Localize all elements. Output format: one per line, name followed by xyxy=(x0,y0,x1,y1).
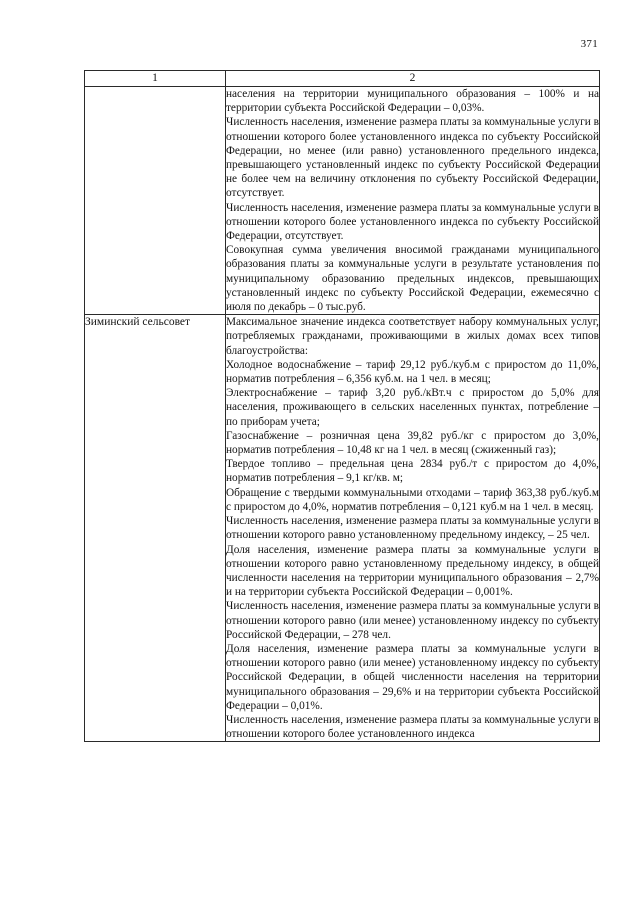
municipality-name xyxy=(85,87,226,315)
paragraph: Максимальное значение индекса соответствует набору коммунальных услуг, потребляемых гражданами, проживающими в жилых домах всех типов благоустройства: xyxy=(226,316,599,357)
table-header-row xyxy=(85,71,600,87)
column-header-2: 2 xyxy=(226,71,600,87)
paragraph: Доля населения, изменение размера платы за коммунальные услуги в отношении которого равно установленному предельному индексу, в общей численности населения на территории муниципального образования – 2,7% и на территории субъекта Российской Федерации – 0,001%. xyxy=(226,543,599,599)
description-cell xyxy=(226,315,600,742)
table-row xyxy=(85,87,600,315)
column-header-1: 1 xyxy=(85,71,226,87)
paragraph: Твердое топливо – предельная цена 2834 руб./т с приростом до 4,0%, норматив потребления – 9,1 кг/кв. м; xyxy=(226,458,599,485)
table-row xyxy=(85,315,600,742)
paragraph: Доля населения, изменение размера платы за коммунальные услуги в отношении которого равно (или менее) установленному индексу по субъекту Российской Федерации, в общей численности населения на территории муниципального образования – 29,6% и на территории субъекта Российской Федерации – 0,01%. xyxy=(226,642,599,712)
municipality-name: Зиминский сельсовет xyxy=(85,315,226,742)
paragraph: Холодное водоснабжение – тариф 29,12 руб./куб.м с приростом до 11,0%, норматив потребления – 6,356 куб.м. на 1 чел. в месяц; xyxy=(226,358,599,386)
paragraph: Численность населения, изменение размера платы за коммунальные услуги в отношении которого равно (или менее) установленному индексу по субъекту Российской Федерации, – 278 чел. xyxy=(226,600,599,641)
document-table xyxy=(84,70,600,742)
paragraph: Численность населения, изменение размера платы за коммунальные услуги в отношении которого более установленного индекса xyxy=(226,713,599,741)
description-cell xyxy=(226,87,600,315)
paragraph: Численность населения, изменение размера платы за коммунальные услуги в отношении которого более установленного индекса по субъекту Российской Федерации, но менее (или равно) установленного предельного индекса, превышающего установленный индекс по субъекту Российской Федерации не более чем на величину отклонения по субъекту Российской Федерации, отсутствует. xyxy=(226,116,599,200)
paragraph: Газоснабжение – розничная цена 39,82 руб./кг с приростом до 3,0%, норматив потребления – 10,48 кг на 1 чел. в месяц (сжиженный газ); xyxy=(226,429,599,457)
paragraph: Численность населения, изменение размера платы за коммунальные услуги в отношении которого более установленного индекса по субъекту Российской Федерации, отсутствует. xyxy=(226,201,599,243)
paragraph: Совокупная сумма увеличения вносимой гражданами муниципального образования платы за коммунальные услуги в результате установления по муниципальному образованию предельных индексов, превышающих установленный индекс по субъекту Российской Федерации, ежемесячно с июля по декабрь – 0 тыс.руб. xyxy=(226,244,599,314)
paragraph: Обращение с твердыми коммунальными отходами – тариф 363,38 руб./куб.м с приростом до 4,0%, норматив потребления – 0,121 куб.м на 1 чел. в месяц. xyxy=(226,486,599,513)
paragraph: населения на территории муниципального образования – 100% и на территории субъекта Российской Федерации – 0,03%. xyxy=(226,88,599,115)
paragraph: Электроснабжение – тариф 3,20 руб./кВт.ч с приростом до 5,0% для населения, проживающего в сельских населенных пунктах, потребление – по приборам учета; xyxy=(226,387,599,428)
paragraph: Численность населения, изменение размера платы за коммунальные услуги в отношении которого равно установленному предельному индексу, – 25 чел. xyxy=(226,515,599,542)
page-number: 371 xyxy=(580,38,598,50)
